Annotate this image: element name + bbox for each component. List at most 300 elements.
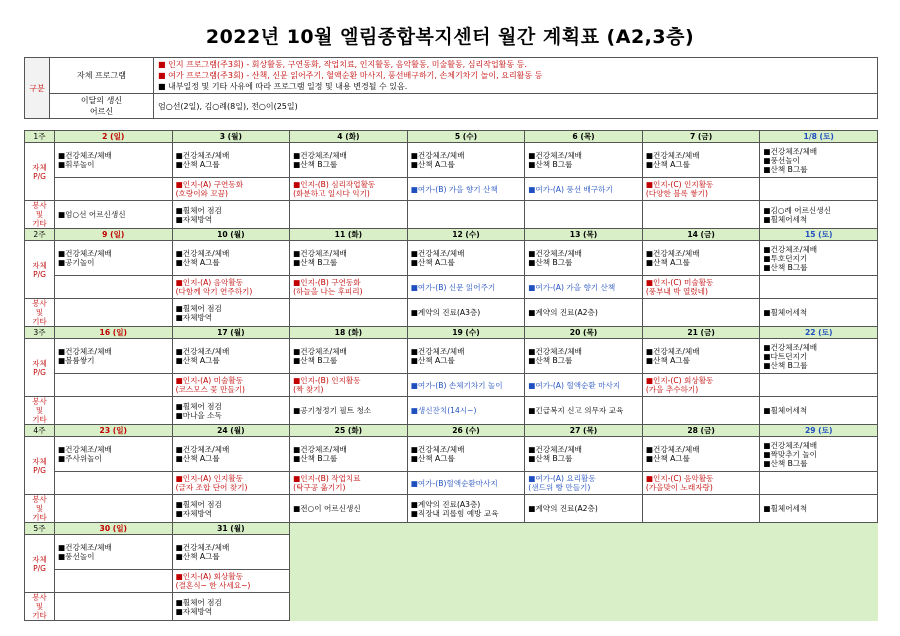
row-category-text: 및 [35,406,44,415]
daily-activity-cell [172,241,290,276]
week-label: 5주 [25,523,55,535]
etc-row [25,397,878,425]
daily-activity-cell [172,535,290,570]
program-cell [55,472,173,495]
program-cell [760,374,878,397]
activity-line: ■건강체조/체배 [645,249,700,258]
daily-activity-cell [55,437,173,472]
activity-line: (다양한 블록 쌓기) [645,189,708,198]
program-cell [642,178,760,201]
activity-line: ■건강체조/체배 [293,347,347,356]
row-category-text: 및 [35,210,44,219]
etc-cell [760,397,878,425]
etc-cell [290,495,408,523]
monthly-calendar [24,130,878,621]
activity-line: ■건강체조/체배 [293,249,347,258]
row-category-text: P/G [33,465,46,475]
activity-line: ■건강체조/체배 [58,151,112,160]
activity-line: ■짝맞추기 놀이 [763,449,817,459]
day-date: 10 (월) [172,229,290,241]
day-date: 18 (화) [290,327,408,339]
etc-cell [55,593,173,621]
activity-line: (짝 찾기) [293,385,324,394]
activity-line: ■투호던지기 [763,253,808,263]
day-date: 30 (일) [55,523,173,535]
etc-cell [760,299,878,327]
birthday-label [50,94,154,119]
activity-line: (결혼식~ 한 사세요~) [175,581,251,590]
activity-line: ■건강체조/체배 [175,151,230,160]
program-row [25,276,878,299]
activity-line: ■여가-(A) 요리활동 [528,474,596,483]
etc-cell [760,495,878,523]
row-category-text: 및 [35,308,44,317]
daily-activity-cell [760,241,878,276]
day-date: 13 (목) [525,229,643,241]
activity-line: ■산책 A그룹 [175,356,220,365]
activity-line: ■여가-(A) 혈액순환 마사지 [528,380,621,390]
activity-line: ■건강체조/체배 [763,146,818,156]
day-date: 29 (토) [760,425,878,437]
day-date: 6 (목) [525,131,643,143]
activity-line: ■자체방역 [175,508,213,518]
day-date: 4 (화) [290,131,408,143]
activity-line: ■산책 B그룹 [528,258,573,267]
etc-cell [407,201,525,229]
daily-activity-cell [407,339,525,374]
week-header-row [25,327,878,339]
day-date: 27 (목) [525,425,643,437]
activity-line: ■건강체조/체배 [175,445,230,454]
activity-line: ■휠체어세척 [763,214,808,224]
activity-line: ■인지-(B) 작업치료 [293,474,361,483]
etc-cell [172,397,290,425]
row-category-text: P/G [33,269,46,279]
program-cell [172,570,290,593]
row-category-label [25,437,55,495]
row-category-text: 기타 [32,611,47,620]
activity-line: ■자체방역 [175,312,213,322]
activity-line: (다함께 악기 연주하기) [175,287,253,296]
program-cell [290,178,408,201]
day-date: 15 (토) [760,229,878,241]
activity-line: ■건강체조/체배 [528,151,582,160]
program-cell [55,374,173,397]
program-cell [642,276,760,299]
week-label: 4주 [25,425,55,437]
etc-cell [172,299,290,327]
row-category-text: P/G [33,563,46,573]
activity-line: ■인지-(B) 인지활동 [293,376,361,385]
activity-line: ■공기놀이 [58,258,95,267]
activity-line: ■건강체조/체배 [528,347,582,356]
row-category-text: 봉사 [32,201,47,210]
week-header-row [25,229,878,241]
week-label: 1주 [25,131,55,143]
row-category-label [25,495,55,523]
activity-line: ■여가-(B) 신문 읽어주기 [410,282,496,292]
etc-cell [407,397,525,425]
etc-row [25,201,878,229]
row-category-label [25,299,55,327]
etc-cell [642,495,760,523]
activity-line: ■인지-(A) 음악활동 [175,278,244,287]
row-category-text: 기타 [32,415,47,424]
activity-line: ■산책 B그룹 [528,454,573,463]
activity-line: ■건강체조/체배 [58,249,112,258]
day-date: 2 (일) [55,131,173,143]
etc-cell [55,495,173,523]
daily-activity-cell [290,437,408,472]
row-category-text: P/G [33,367,46,377]
etc-cell [407,495,525,523]
activity-line: ■인지-(C) 음악활동 [645,474,714,483]
program-cell [525,178,643,201]
daily-activity-cell [760,143,878,178]
activity-line: ■건강체조/체배 [645,347,700,356]
etc-cell [290,397,408,425]
program-cell [407,472,525,495]
week-label: 3주 [25,327,55,339]
etc-cell [55,299,173,327]
activity-line: ■휠체어 점검 [175,597,222,607]
row-category-text: 자체 [32,260,47,270]
program-row [25,178,878,201]
day-date: 16 (일) [55,327,173,339]
daily-activity-cell [642,437,760,472]
etc-cell [642,299,760,327]
activity-line: ■산책 A그룹 [175,160,220,169]
activity-line: ■계약의 진료(A3층) [410,308,481,317]
row-category-text: 자체 [32,162,47,172]
activity-line: ■휠체어 점검 [175,499,222,509]
etc-cell [172,201,290,229]
program-cell [525,472,643,495]
day-date: 14 (금) [642,229,760,241]
activity-line: ■산책 A그룹 [410,356,455,365]
activity-line: ■산책 A그룹 [175,454,220,463]
daily-activity-cell [642,339,760,374]
activity-line: (호랑이와 꼬끔) [175,189,228,198]
daily-activity-cell [642,241,760,276]
etc-cell [290,299,408,327]
daily-activity-cell [55,339,173,374]
self-program-row [25,241,878,276]
birthday-label-line2: 어르신 [89,107,114,116]
activity-line: ■산책 A그룹 [410,454,455,463]
day-date: 28 (금) [642,425,760,437]
etc-cell [55,397,173,425]
daily-activity-cell [525,437,643,472]
activity-line: ■산책 A그룹 [410,160,455,169]
daily-activity-cell [407,241,525,276]
activity-line: ■여가-(B)혈액순환마사지 [410,478,498,488]
row-category-label [25,593,55,621]
daily-activity-cell [172,143,290,178]
day-date: 5 (수) [407,131,525,143]
activity-line: ■건강체조/체배 [410,347,465,356]
daily-activity-cell [55,241,173,276]
row-category-text: 기타 [32,317,47,326]
row-category-text: 및 [35,504,44,513]
self-program-row [25,437,878,472]
activity-line: ■건강체조/체배 [175,543,230,552]
day-date: 9 (일) [55,229,173,241]
day-date: 26 (수) [407,425,525,437]
activity-line: (풍부내 박 열렸네) [645,287,708,296]
etc-cell [525,397,643,425]
program-cell [172,374,290,397]
activity-line: ■여가-(B) 가을 향기 산책 [410,184,498,194]
activity-line: ■인지-(A) 미술활동 [175,376,244,385]
day-date: 11 (화) [290,229,408,241]
activity-line: (코스모스 꽃 만들기) [175,385,245,394]
activity-line: ■산책 B그룹 [528,356,573,365]
self-program-row [25,143,878,178]
program-cell [642,472,760,495]
activity-line: ■산책 A그룹 [410,258,455,267]
day-date: 1/8 (토) [760,131,878,143]
week-header-row [25,425,878,437]
program-cell [172,472,290,495]
etc-cell [172,593,290,621]
daily-activity-cell [172,339,290,374]
empty-cell [290,523,878,621]
activity-line: ■산책 B그룹 [293,356,338,365]
activity-line: ■생신잔치(14시~) [410,406,477,415]
program-row [25,374,878,397]
etc-row [25,299,878,327]
program-cell [407,178,525,201]
row-category-text: 및 [35,602,44,611]
program-cell [760,472,878,495]
self-program-row [25,339,878,374]
self-program-desc [154,58,878,94]
daily-activity-cell [290,241,408,276]
daily-activity-cell [760,339,878,374]
row-category-text: P/G [33,171,46,181]
daily-activity-cell [642,143,760,178]
activity-line: ■인지-(A) 인지활동 [175,474,244,483]
daily-activity-cell [407,143,525,178]
activity-line: ■자체방역 [175,606,213,616]
activity-line: ■휠체어 점검 [175,303,222,313]
activity-line: ■휠체어세척 [763,406,808,415]
row-category-text: 기타 [32,219,47,228]
activity-line: ■산책 A그룹 [175,552,220,561]
day-date: 19 (수) [407,327,525,339]
activity-line: ■건강체조/체배 [528,249,582,258]
activity-line: ■휠체어세척 [763,308,808,317]
row-category-text: 봉사 [32,495,47,504]
activity-line: ■건강체조/체배 [175,249,230,258]
activity-line: ■건강체조/체배 [58,543,112,552]
day-date: 12 (수) [407,229,525,241]
daily-activity-cell [55,143,173,178]
day-date: 21 (금) [642,327,760,339]
program-cell [525,276,643,299]
activity-line: (하늘을 나는 후피리) [293,287,363,296]
activity-line: ■건강체조/체배 [763,440,818,450]
activity-line: ■건강체조/체배 [58,445,112,454]
activity-line: (글자 조합 단어 찾기) [175,483,248,492]
activity-line: ■직장내 괴롭힘 예방 교육 [410,508,499,518]
activity-line: ■긴급복지 신고 의무자 교육 [528,406,624,415]
activity-line: ■인지-(A) 구연동화 [175,180,244,189]
program-cell [55,276,173,299]
program-cell [290,472,408,495]
self-program-label: 자체 프로그램 [50,58,154,94]
activity-line: ■산책 B그룹 [293,258,338,267]
day-date: 17 (월) [172,327,290,339]
row-category-text: 자체 [32,554,47,564]
daily-activity-cell [525,339,643,374]
activity-line: ■건강체조/체배 [645,445,700,454]
activity-line: ■건강체조/체배 [293,151,347,160]
activity-line: ■산책 A그룹 [645,356,690,365]
activity-line: ■계약의 진료(A3층) [410,499,481,509]
activity-line: ■건강체조/체배 [410,445,465,454]
daily-activity-cell [407,437,525,472]
activity-line: ■산책 B그룹 [763,164,808,174]
legend-table [24,57,878,119]
row-category-text: 봉사 [32,593,47,602]
activity-line: ■풍선놀이 [58,552,95,561]
day-date: 23 (일) [55,425,173,437]
activity-line: ■김○례 어르신생신 [763,205,831,215]
week-label: 2주 [25,229,55,241]
activity-line: ■건강체조/체배 [763,342,818,352]
activity-line: (가을 추수하기) [645,385,699,394]
activity-line: ■산책 B그룹 [293,454,338,463]
program-cell [290,276,408,299]
daily-activity-cell [525,241,643,276]
activity-line: ■산책 A그룹 [645,160,690,169]
activity-line: ■산책 B그룹 [763,458,808,468]
program-cell [172,276,290,299]
activity-line: ■인지-(C) 인지활동 [645,180,714,189]
activity-line: ■산책 B그룹 [763,360,808,370]
activity-line: ■공기청정기 필트 청소 [293,406,372,415]
row-category-text: 봉사 [32,397,47,406]
row-category-label [25,397,55,425]
activity-line: ■산책 B그룹 [528,160,573,169]
etc-cell [642,397,760,425]
activity-line: ■건강체조/체배 [410,151,465,160]
etc-cell [642,201,760,229]
daily-activity-cell [290,143,408,178]
activity-line: ■주사위놀이 [58,454,102,463]
activity-line: ■휘루놀이 [58,160,95,169]
activity-line: ■인지-(B) 구연동화 [293,278,361,287]
row-category-label [25,241,55,299]
activity-line: (탁구공 옮기기) [293,483,346,492]
activity-line: ■엄○선 어르신생신 [58,210,126,219]
activity-line: ■건강체조/체배 [645,151,700,160]
activity-line: ■인지-(B) 심리작업활동 [293,180,376,189]
activity-line: ■산책 A그룹 [645,258,690,267]
activity-line: ■여가-(A) 풍선 배구하기 [528,184,613,194]
daily-activity-cell [290,339,408,374]
row-category-label [25,339,55,397]
row-category-text: 봉사 [32,299,47,308]
program-cell [760,178,878,201]
day-date: 3 (월) [172,131,290,143]
activity-line: ■휠체어세척 [763,504,808,513]
activity-line: ■다트던지기 [763,351,808,361]
program-row [25,472,878,495]
etc-cell [760,201,878,229]
legend-line-notice: ■ 내부일정 및 기타 사유에 따라 프로그램 일정 및 내용 변경될 수 있음. [158,82,408,91]
etc-cell [525,299,643,327]
daily-activity-cell [172,437,290,472]
activity-line: ■인지-(C) 회상활동 [645,376,714,385]
program-cell [172,178,290,201]
activity-line: ■휠체어 점검 [175,205,222,215]
etc-cell [525,201,643,229]
activity-line: ■건강체조/체배 [763,244,818,254]
day-date: 24 (월) [172,425,290,437]
activity-line: ■산책 B그룹 [763,262,808,272]
week-header-row [25,523,878,535]
activity-line: ■산책 A그룹 [645,454,690,463]
etc-cell [525,495,643,523]
activity-line: ■여가-(A) 가을 향기 산책 [528,282,616,292]
legend-line-cognitive: ■ 인지 프로그램(주3회) - 회상활동, 구연동화, 작업치료, 인지활동, 음악활동, 미술활동, 심리작업활동 등. [158,60,527,69]
gubun-text: 구분 [29,83,45,93]
week-header-row [25,131,878,143]
program-cell [407,374,525,397]
birthday-list: 엄○선(2일), 김○례(8일), 전○이(25일) [154,94,878,119]
activity-line: ■건강체조/체배 [58,347,112,356]
etc-cell [55,201,173,229]
program-cell [760,276,878,299]
activity-line: ■산책 B그룹 [293,160,338,169]
page-title: 2022년 10월 엘림종합복지센터 월간 계획표 (A2,3층) [205,26,695,48]
row-category-label [25,143,55,201]
etc-cell [407,299,525,327]
row-category-text: 자체 [32,358,47,368]
activity-line: ■계약의 진료(A2층) [528,504,598,513]
activity-line: ■인지-(C) 미술활동 [645,278,714,287]
activity-line: ■전○이 어르신생신 [293,504,361,513]
activity-line: ■산책 A그룹 [175,258,220,267]
program-cell [290,374,408,397]
day-date: 20 (목) [525,327,643,339]
day-date: 22 (토) [760,327,878,339]
row-category-text: 기타 [32,513,47,522]
activity-line: ■여가-(B) 손체기차기 놀이 [410,380,503,390]
activity-line: (샌드위 빵 만들기) [528,483,591,492]
activity-line: ■건강체조/체배 [175,347,230,356]
etc-row [25,495,878,523]
activity-line: ■풍선놀이 [763,155,800,165]
row-category-text: 자체 [32,456,47,466]
activity-line: ■마나을 소독 [175,410,222,420]
activity-line: ■계약의 진료(A2층) [528,308,598,317]
activity-line: (화분하고 일시다 익기) [293,189,370,198]
activity-line: ■건강체조/체배 [528,445,582,454]
activity-line: ■건강체조/체배 [410,249,465,258]
program-cell [642,374,760,397]
etc-cell [172,495,290,523]
activity-line: ■볼륨쌓기 [58,356,95,365]
activity-line: (가을맞이 노래자랑) [645,483,713,492]
daily-activity-cell [55,535,173,570]
day-date: 7 (금) [642,131,760,143]
birthday-label-line1: 이달의 생신 [80,96,123,105]
etc-cell [290,201,408,229]
